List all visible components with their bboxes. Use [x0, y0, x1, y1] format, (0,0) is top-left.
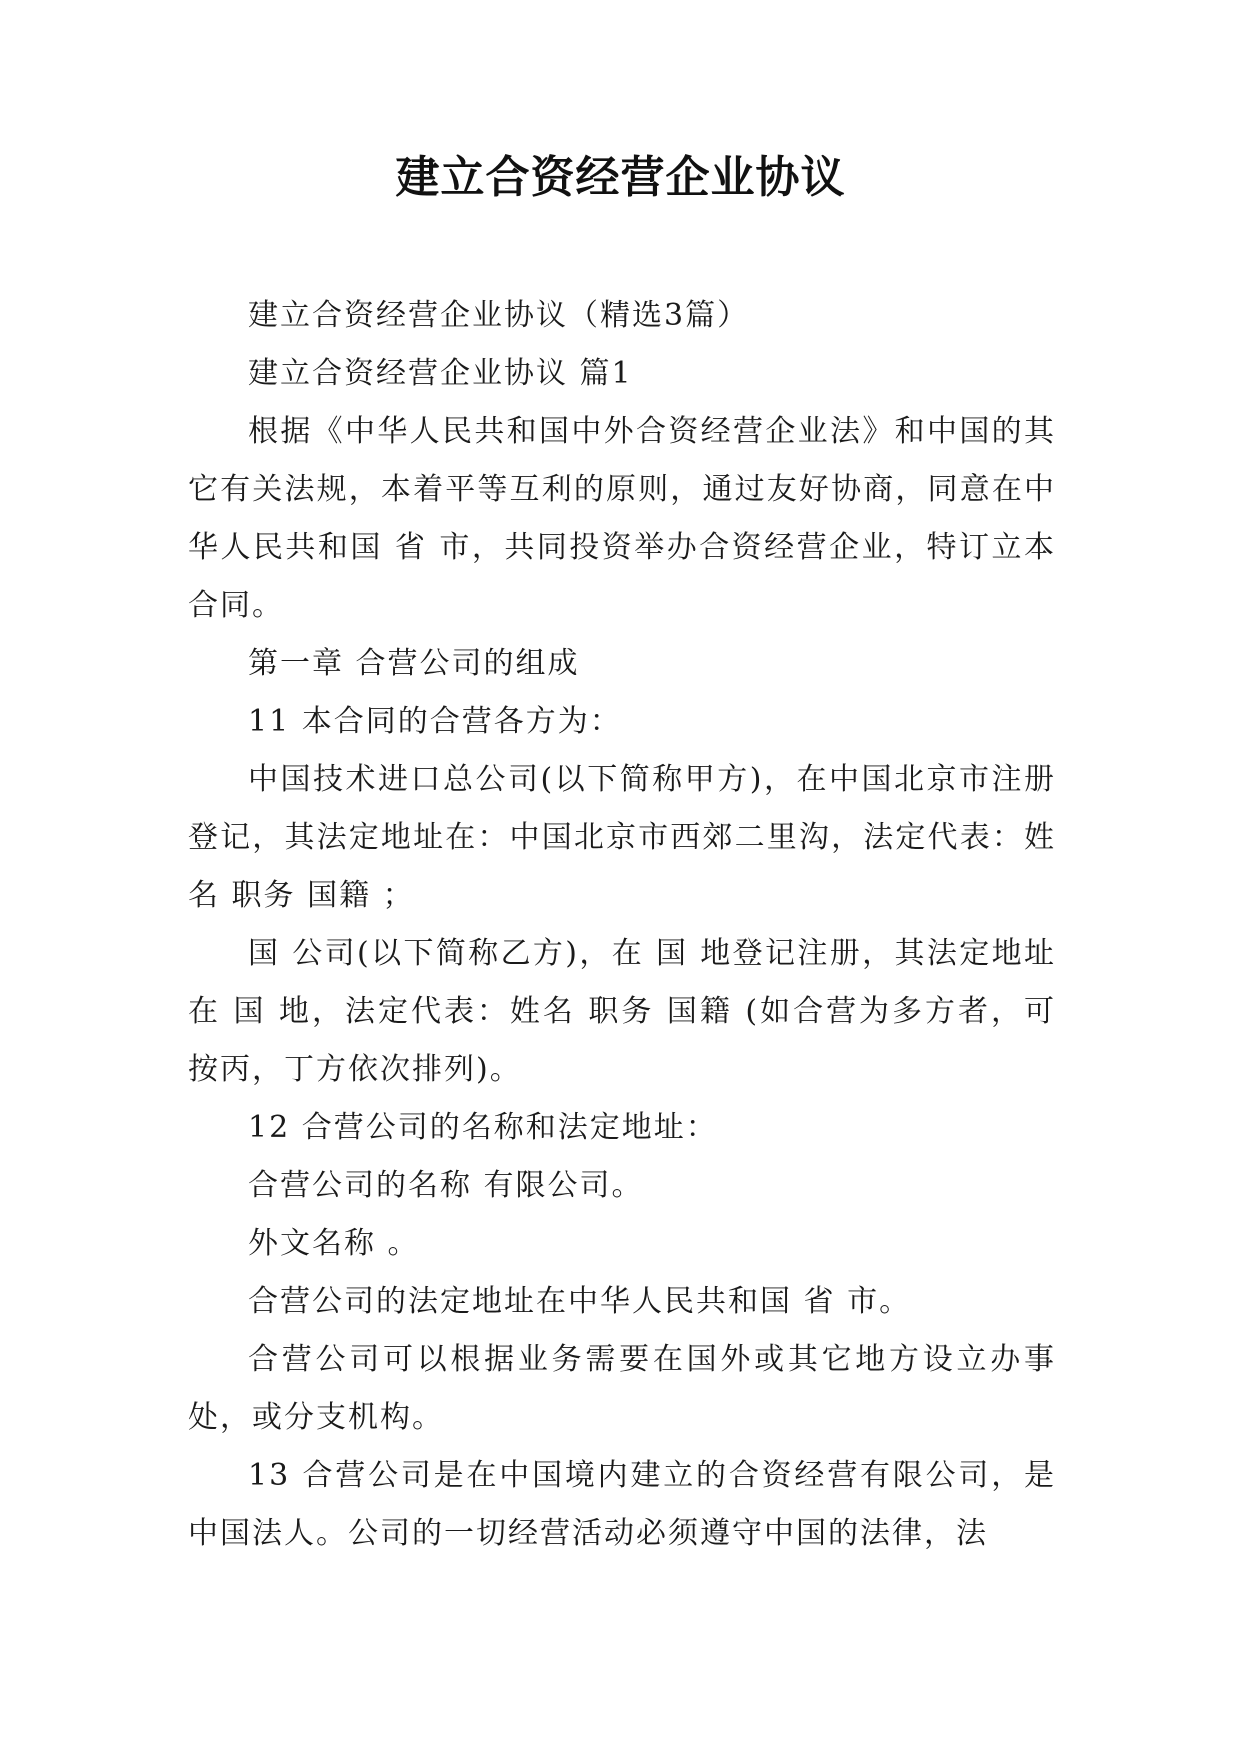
paragraph-subtitle: 建立合资经营企业协议（精选3篇）: [248, 298, 750, 333]
paragraph-company-name: 合营公司的名称 有限公司。: [248, 1168, 644, 1203]
paragraph-clause-13: 13 合营公司是在中国境内建立的合资经营有限公司，是中国法人。公司的一切经营活动必须遵守中国的法律，法: [188, 1458, 1056, 1551]
paragraph-branch-offices: 合营公司可以根据业务需要在国外或其它地方设立办事处，或分支机构。: [188, 1342, 1056, 1435]
paragraph-party-b: 国 公司(以下简称乙方)，在 国 地登记注册，其法定地址在 国 地，法定代表：姓名 职务 国籍 (如合营为多方者，可按丙，丁方依次排列)。: [188, 936, 1056, 1087]
paragraph-section-heading: 建立合资经营企业协议 篇1: [248, 356, 633, 391]
paragraph-clause-12: 12 合营公司的名称和法定地址：: [248, 1110, 718, 1145]
paragraph-preamble: 根据《中华人民共和国中外合资经营企业法》和中国的其它有关法规，本着平等互利的原则，通过友好协商，同意在中华人民共和国 省 市，共同投资举办合资经营企业，特订立本合同。: [188, 414, 1056, 623]
paragraph-chapter-heading: 第一章 合营公司的组成: [248, 646, 580, 681]
paragraph-clause-11: 11 本合同的合营各方为：: [248, 704, 622, 739]
paragraph-foreign-name: 外文名称 。: [248, 1226, 420, 1261]
paragraph-party-a: 中国技术进口总公司(以下简称甲方)，在中国北京市注册登记，其法定地址在：中国北京市西郊二里沟，法定代表：姓名 职务 国籍 ；: [188, 762, 1056, 913]
document-title: 建立合资经营企业协议: [395, 152, 846, 203]
paragraph-legal-address: 合营公司的法定地址在中华人民共和国 省 市。: [248, 1284, 912, 1319]
document-body: [188, 287, 1056, 1563]
